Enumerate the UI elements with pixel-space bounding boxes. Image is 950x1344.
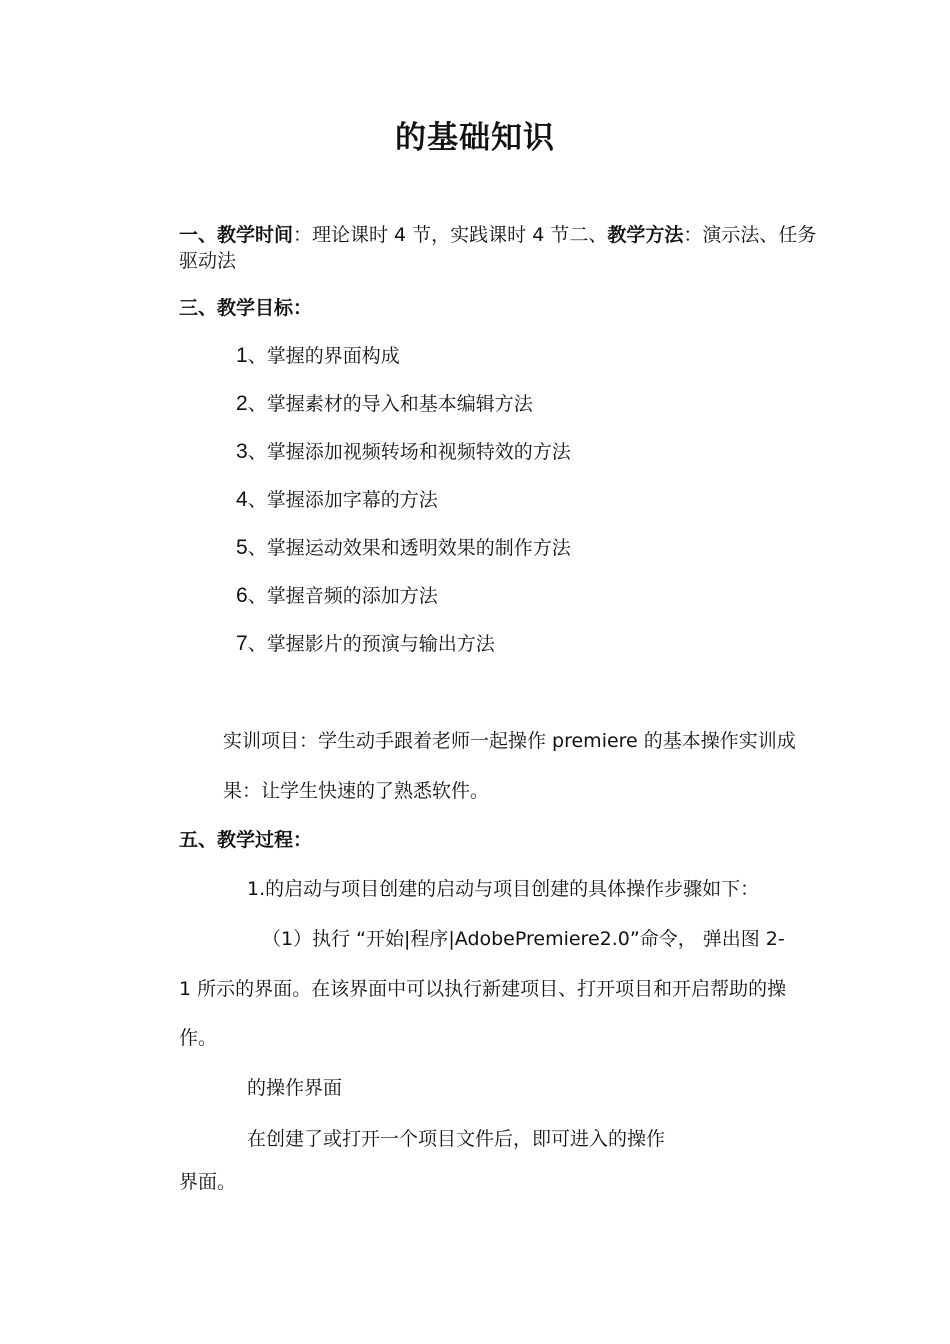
training-line-2: 果：让学生快速的了熟悉软件。 (223, 780, 490, 802)
goal-text: 、掌握影片的预演与输出方法 (247, 633, 495, 655)
goal-text: 、掌握添加字幕的方法 (247, 489, 438, 511)
process-sub-1-line-3: 作。 (179, 1027, 218, 1049)
ui-paragraph-line-2: 界面。 (179, 1171, 237, 1193)
ui-subheading: 的操作界面 (247, 1077, 343, 1099)
section-heading-process: 五、教学过程： (179, 829, 313, 851)
process-sub-1-line-2: 1 所示的界面。在该界面中可以执行新建项目、打开项目和开启帮助的操 (179, 978, 787, 1000)
goal-text: 、掌握的界面构成 (247, 345, 400, 367)
goal-item (236, 535, 571, 561)
goal-number: 2 (236, 392, 248, 415)
goal-item (236, 583, 438, 609)
teaching-method-text: ：演示法、任务驱动法 (179, 224, 817, 272)
teaching-time-text: ：理论课时 4 节，实践课时 4 节二、 (293, 224, 608, 246)
goal-number: 3 (236, 440, 248, 463)
goal-item (236, 343, 400, 369)
goal-number: 1 (236, 344, 248, 367)
process-step-1: 1.的启动与项目创建的启动与项目创建的具体操作步骤如下： (247, 878, 760, 900)
goal-number: 5 (236, 536, 248, 559)
goal-text: 、掌握运动效果和透明效果的制作方法 (247, 537, 571, 559)
goal-text: 、掌握添加视频转场和视频特效的方法 (247, 441, 571, 463)
goal-item (236, 391, 533, 417)
teaching-time-label: 一、教学时间 (179, 224, 294, 246)
goal-number: 4 (236, 488, 248, 511)
goal-item (236, 439, 571, 465)
training-line-1: 实训项目：学生动手跟着老师一起操作 premiere 的基本操作实训成 (223, 730, 796, 752)
teaching-method-label: 教学方法 (607, 224, 684, 246)
teaching-time-method-paragraph (179, 222, 834, 274)
goal-number: 7 (236, 632, 248, 655)
process-sub-1-line-1: （1）执行 “开始|程序|AdobePremiere2.0”命令， 弹出图 2- (262, 928, 785, 950)
goal-text: 、掌握音频的添加方法 (247, 585, 438, 607)
goal-item (236, 631, 495, 657)
goal-number: 6 (236, 584, 248, 607)
goal-item (236, 487, 438, 513)
section-heading-goals: 三、教学目标： (179, 297, 313, 319)
goal-text: 、掌握素材的导入和基本编辑方法 (247, 393, 533, 415)
page-title: 的基础知识 (395, 120, 555, 156)
ui-paragraph-line-1: 在创建了或打开一个项目文件后，即可进入的操作 (247, 1128, 666, 1150)
